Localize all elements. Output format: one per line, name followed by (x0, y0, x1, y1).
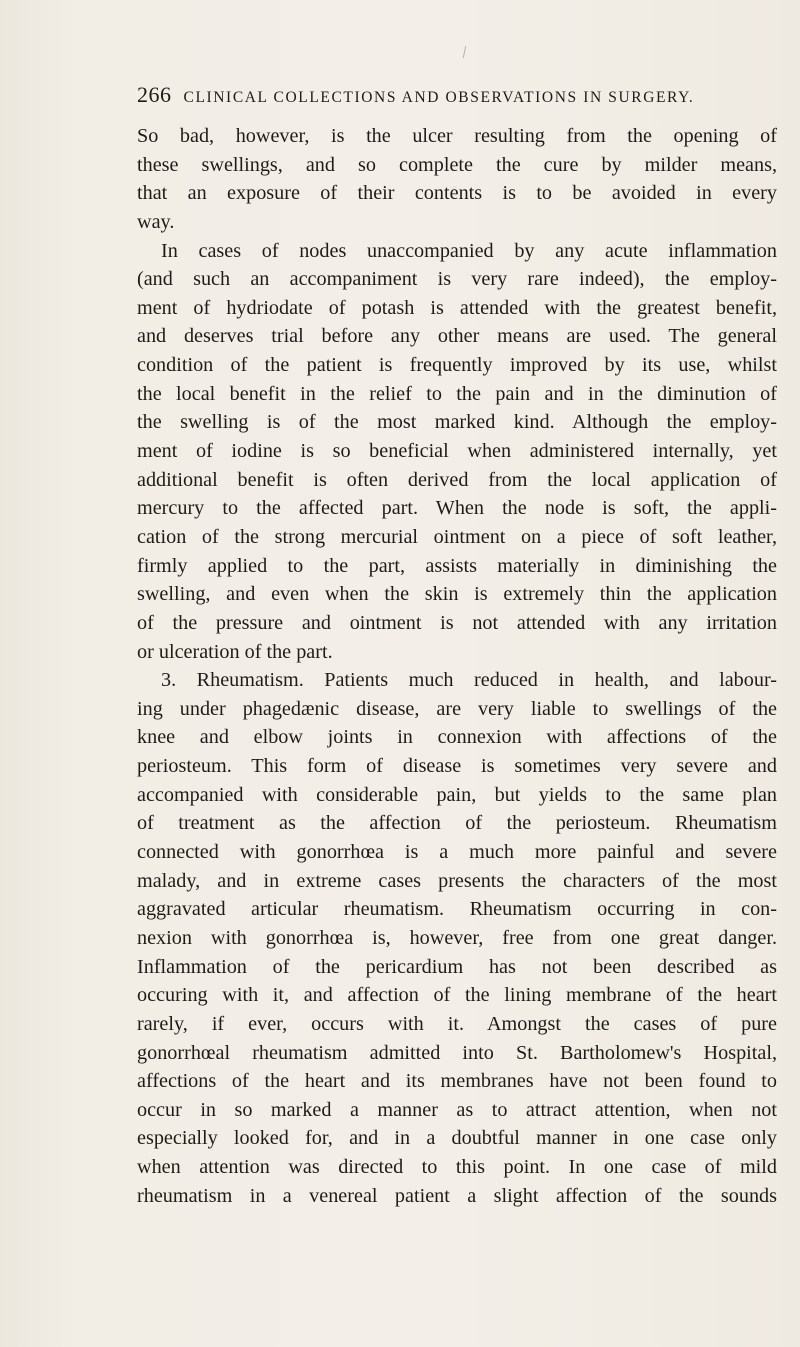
text-line: way. (137, 210, 175, 233)
text-line: the swelling is of the most marked kind. Although the employ- (137, 411, 777, 434)
text-line: firmly applied to the part, assists materially in diminishing the (137, 554, 777, 577)
text-line: nexion with gonorrhœa is, however, free from one great danger. (137, 926, 777, 949)
text-line: of the pressure and ointment is not attended with any irritation (137, 611, 777, 634)
text-line: malady, and in extreme cases presents the characters of the most (137, 869, 777, 892)
text-line: affections of the heart and its membranes have not been found to (137, 1070, 777, 1093)
text-line: or ulceration of the part. (137, 640, 333, 663)
text-line: ing under phagedænic disease, are very liable to swellings of the (137, 697, 777, 720)
text-line: ment of hydriodate of potash is attended with the greatest benefit, (137, 296, 777, 319)
text-line: knee and elbow joints in connexion with affections of the (137, 726, 777, 749)
text-line: cation of the strong mercurial ointment on a piece of soft leather, (137, 525, 777, 548)
text-line: ment of iodine is so beneficial when administered internally, yet (137, 440, 777, 463)
text-line: condition of the patient is frequently improved by its use, whilst (137, 354, 777, 377)
text-line: Inflammation of the pericardium has not been described as (137, 955, 777, 978)
text-line: rheumatism in a venereal patient a slight affection of the sounds (137, 1184, 777, 1207)
text-line: occur in so marked a manner as to attract attention, when not (137, 1098, 777, 1121)
text-line: especially looked for, and in a doubtful manner in one case only (137, 1127, 777, 1150)
text-line: aggravated articular rheumatism. Rheumatism occurring in con- (137, 898, 777, 921)
page-number: 266 (137, 82, 172, 107)
body-text (137, 122, 777, 1210)
text-line: swelling, and even when the skin is extremely thin the application (137, 583, 777, 606)
text-line: So bad, however, is the ulcer resulting from the opening of (137, 125, 777, 147)
text-line: (and such an accompaniment is very rare indeed), the employ- (137, 268, 777, 291)
text-line: mercury to the affected part. When the node is soft, the appli- (137, 497, 777, 520)
text-line: these swellings, and so complete the cure by milder means, (137, 153, 777, 176)
text-line: 3. Rheumatism. Patients much reduced in health, and labour- (161, 669, 777, 692)
text-line: In cases of nodes unaccompanied by any acute inflammation (161, 239, 777, 262)
text-line: connected with gonorrhœa is a much more painful and severe (137, 841, 777, 864)
text-line: and deserves trial before any other means are used. The general (137, 325, 777, 348)
running-head (137, 82, 777, 114)
running-title: CLINICAL COLLECTIONS AND OBSERVATIONS IN SURGERY. (183, 89, 695, 106)
text-line: that an exposure of their contents is to be avoided in every (137, 182, 777, 205)
text-line: occuring with it, and affection of the lining membrane of the heart (137, 984, 777, 1007)
text-line: additional benefit is often derived from the local application of (137, 468, 777, 491)
text-line: rarely, if ever, occurs with it. Amongst the cases of pure (137, 1012, 777, 1035)
text-line: periosteum. This form of disease is sometimes very severe and (137, 755, 777, 778)
text-line: of treatment as the affection of the periosteum. Rheumatism (137, 812, 777, 835)
text-line: the local benefit in the relief to the pain and in the diminution of (137, 382, 777, 405)
text-line: gonorrhœal rheumatism admitted into St. Bartholomew's Hospital, (137, 1041, 777, 1064)
print-mark (463, 46, 466, 58)
text-line: when attention was directed to this point. In one case of mild (137, 1156, 777, 1179)
text-line: accompanied with considerable pain, but yields to the same plan (137, 783, 777, 806)
